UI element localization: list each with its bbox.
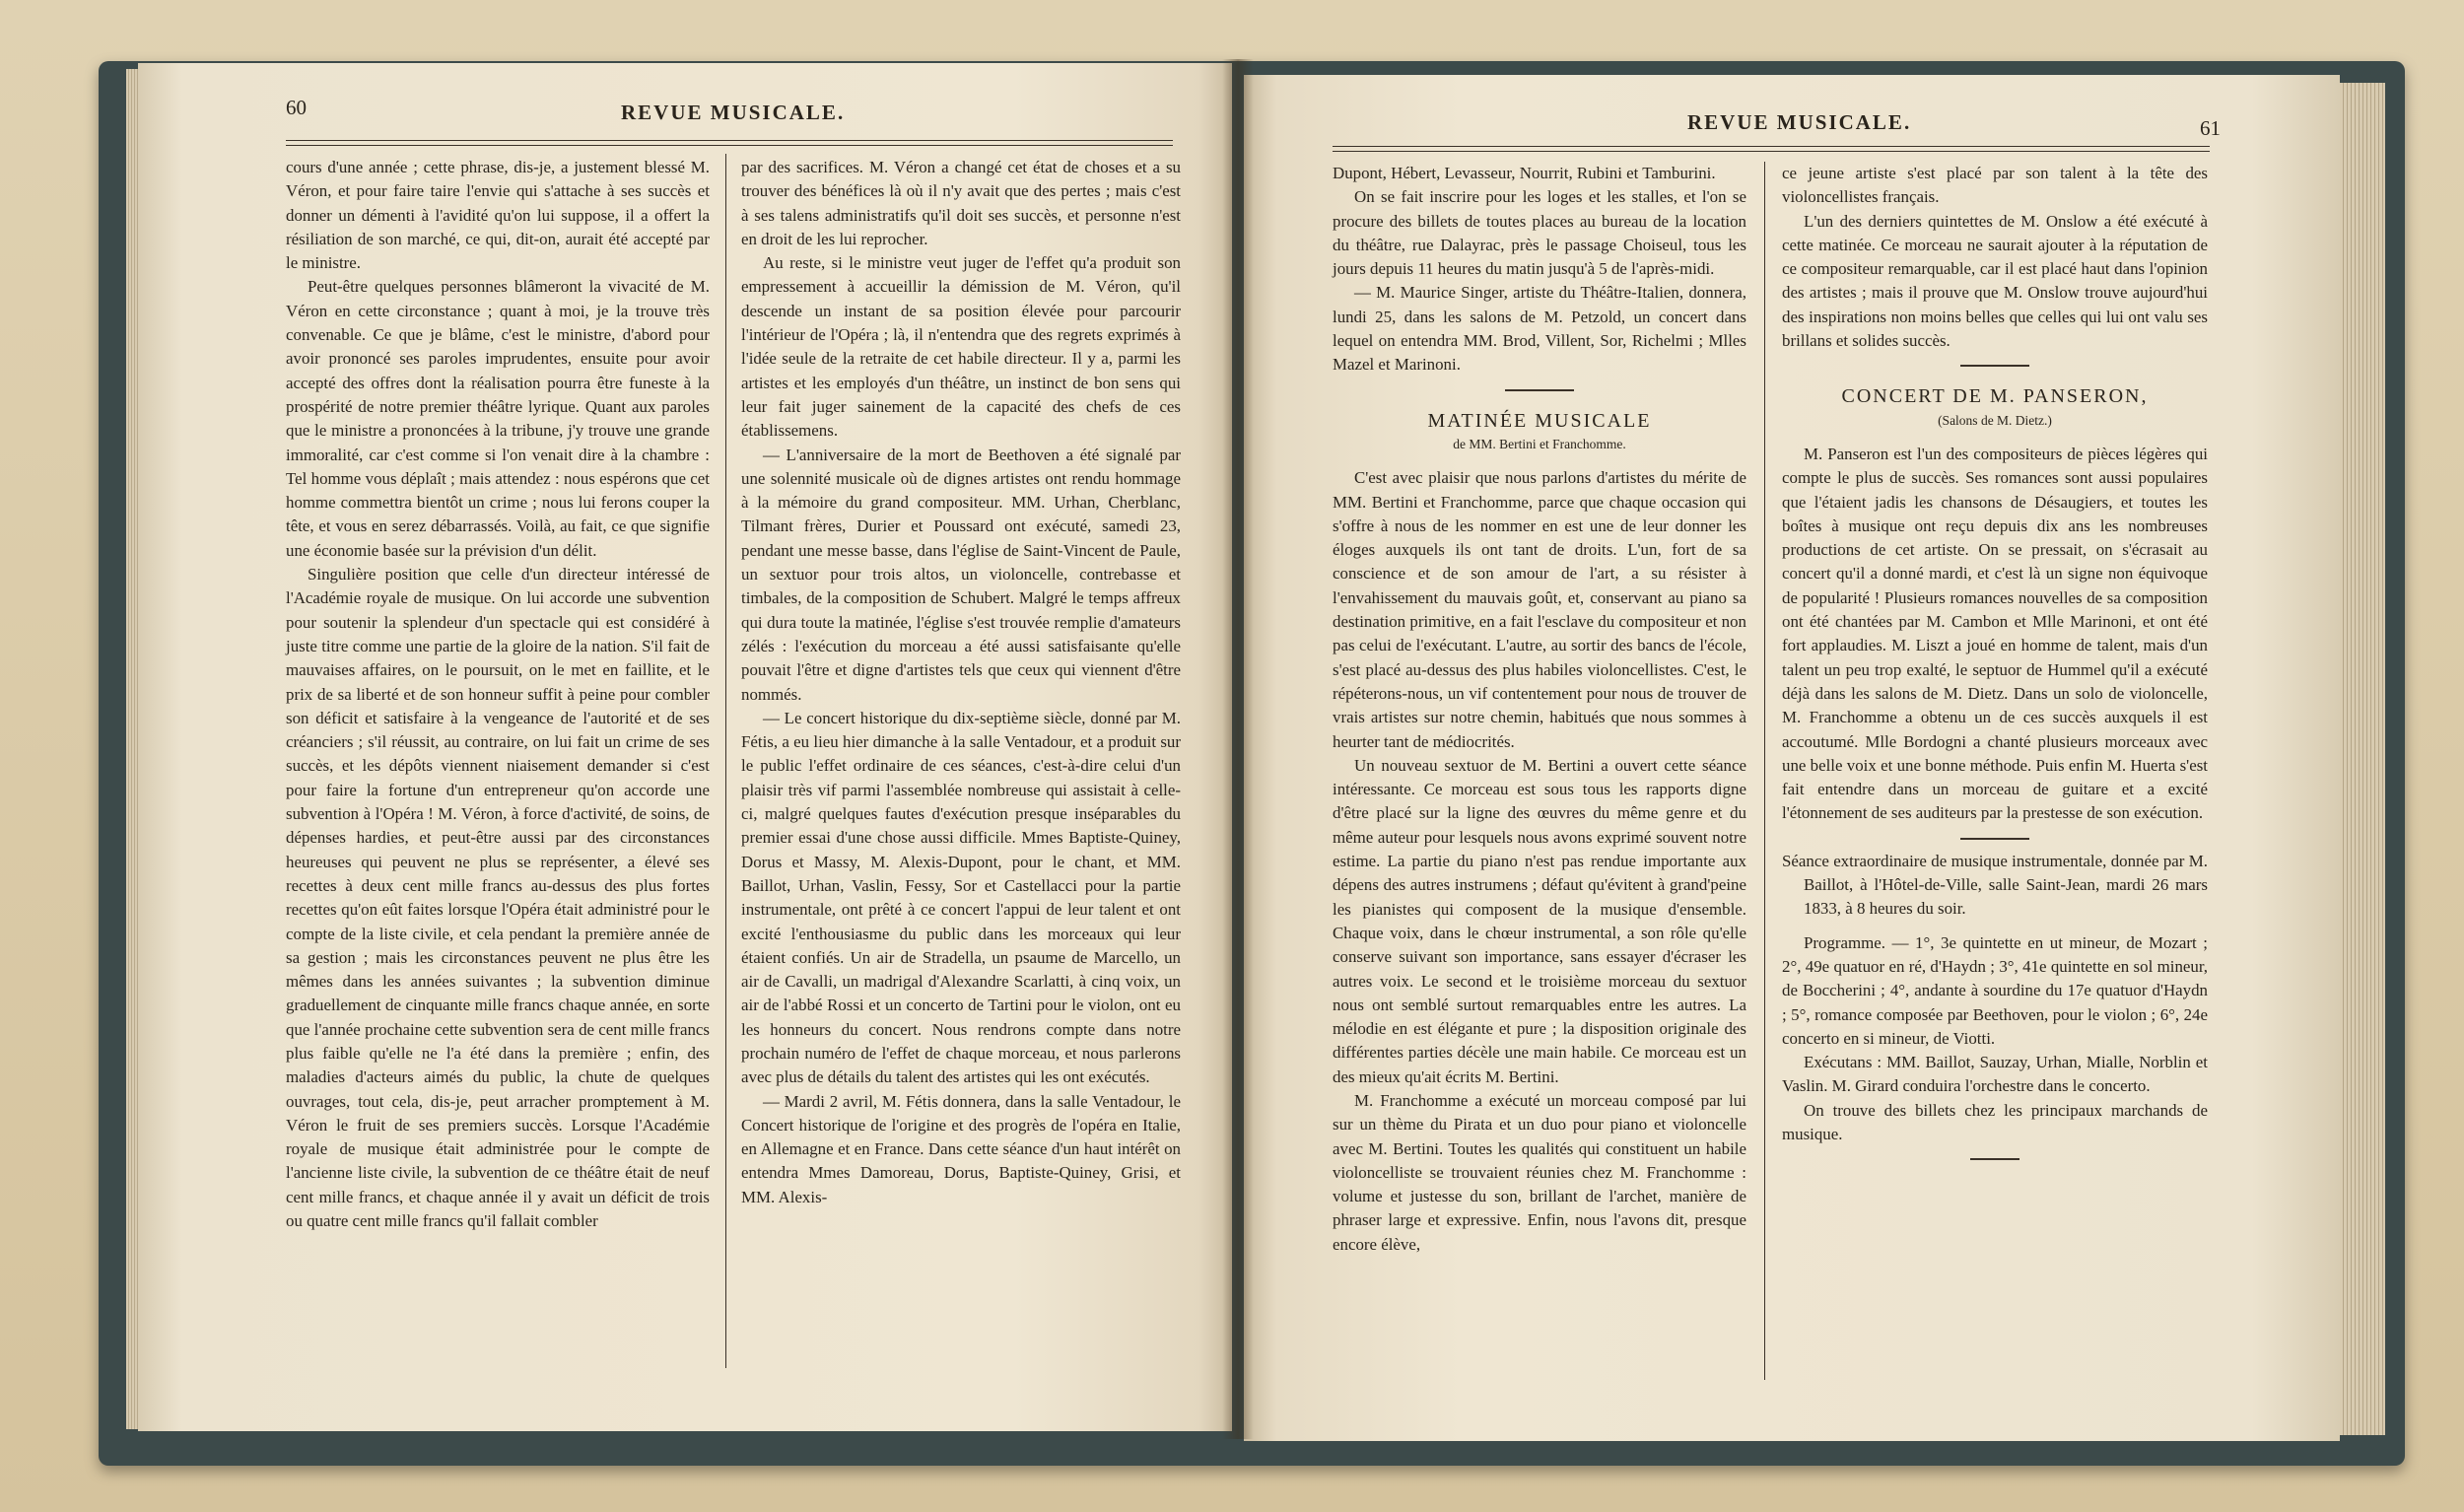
paragraph: On se fait inscrire pour les loges et les stalles, et l'on se procure des billets de toutes places au bureau de la location du théâtre, rue Dalayrac, près le passage Choiseul, tous les jours depuis 11 heures du matin jusqu'à 5 de l'après-midi.	[1333, 187, 1746, 279]
paragraph: M. Panseron est l'un des compositeurs de pièces légères qui compte le plus de succès. Ses romances sont aussi populaires que l'étaient jadis les chansons de Désaugiers, et toutes les boîtes à musique ont reçu depuis dix ans les nombreuses productions de cet artiste. On se pressait, on s'écrasait au concert qu'il a donné mardi, et c'est là un signe non équivoque de popularité ! Plusieurs romances nouvelles de sa composition ont été chantées par M. Cambon et Mlle Marinoni, et ont été fort applaudies. M. Liszt a joué en homme de talent, mais d'un talent un peu trop exalté, le septuor de Hummel qu'il a exécuté déjà dans les salons de M. Dietz. Dans un solo de violoncelle, M. Franchomme a obtenu un de ces succès auxquels il est accoutumé. Mlle Bordogni a chanté plusieurs morceaux avec une belle voix et une bonne méthode. Puis enfin M. Huerta s'est fait entendre dans un morceau de guitare et a excité l'étonnement de ses auditeurs par la prestesse de son exécution.	[1782, 444, 2208, 823]
paragraph: ce jeune artiste s'est placé par son talent à la tête des violoncellistes français.	[1782, 164, 2208, 207]
end-rule	[1970, 1158, 2019, 1160]
paragraph: M. Franchomme a exécuté un morceau composé par lui sur un thème du Pirata et un duo pour piano et violoncelle avec M. Bertini. Toutes les qualités qui constituent un habile violoncelliste se trouvaient réunies chez M. Franchomme : volume et justesse du son, brillant de l'archet, manière de phraser large et expressive. Enfin, nous l'avons dit, presque encore élève,	[1333, 1090, 1746, 1254]
page-number: 61	[2200, 116, 2221, 140]
paragraph: — Mardi 2 avril, M. Fétis donnera, dans la salle Ventadour, le Concert historique de l'origine et des progrès de l'opéra en Italie, en Allemagne et en France. Dans cette séance d'un haut intérêt on entendra Mmes Damoreau, Dorus, Baptiste-Quiney, Grisi, et MM. Alexis-	[741, 1091, 1181, 1206]
paragraph: C'est avec plaisir que nous parlons d'artistes du mérite de MM. Bertini et Franchomme, parce que chaque occasion qui s'offre à nous de les nommer en est une de leur donner les éloges auxquels ils ont tant de droits. L'un, fort de sa conscience et de son amour de l'art, a su résister à l'envahissement du mauvais goût, et, conservant au piano sa destination primitive, en a fait l'esclave du compositeur et non pas celui de l'exécutant. L'autre, au sortir des bancs de l'école, s'est placé au-dessus des plus habiles violoncellistes. C'est, le répéterons-nous, un vif contentement pour nous de trouver de vrais artistes sur notre chemin, habitués que nous sommes à heurter tant de médiocrités.	[1333, 468, 1746, 751]
paragraph: cours d'une année ; cette phrase, dis-je, a justement blessé M. Véron, et pour faire taire l'envie qui s'attache à ses succès et donner un démenti à l'avidité qu'on lui suppose, il a offert la résiliation de son marché, ce qui, dit-on, aurait été accepté par le ministre.	[286, 158, 710, 273]
seance-heading: Séance extraordinaire de musique instrumentale, donnée par M. Baillot, à l'Hôtel-de-Ville, salle Saint-Jean, mardi 26 mars 1833, à 8 heures du soir.	[1782, 851, 2208, 919]
section-rule	[1960, 365, 2029, 367]
left-column-1	[286, 156, 710, 1233]
header-rule	[286, 140, 1173, 146]
section-rule	[1960, 838, 2029, 840]
programme: Programme. — 1°, 3e quintette en ut mineur, de Mozart ; 2°, 49e quatuor en ré, d'Haydn ; 3°, 41e quintette en sol mineur, de Boccherini ; 4°, andante à sourdine du 17e quatuor d'Haydn ; 5°, romance composée par Beethoven, pour le violon ; 6°, 24e concerto en si mineur, de Viotti.	[1782, 932, 2208, 1048]
left-column-2	[741, 156, 1181, 1209]
section-heading: MATINÉE MUSICALE	[1427, 409, 1652, 432]
section-subheading: (Salons de M. Dietz.)	[1938, 412, 2052, 428]
paragraph: — L'anniversaire de la mort de Beethoven a été signalé par une solennité musicale où de dignes artistes ont rendu hommage à la mémoire du grand compositeur. MM. Urhan, Cherblanc, Tilmant frères, Durier et Poussard ont exécuté, samedi 23, pendant une messe basse, dans l'église de Saint-Vincent de Paule, un sextuor pour trois altos, un violoncelle, contrebasse et timbales, de la composition de Schubert. Malgré le temps affreux qui dura toute la matinée, l'église s'est trouvée remplie d'amateurs zélés : l'exécution du morceau a été aussi satisfaisante qu'elle pouvait l'être et digne d'artistes tels que ceux qui viennent d'être nommés.	[741, 445, 1181, 704]
paragraph: — Le concert historique du dix-septième siècle, donné par M. Fétis, a eu lieu hier dimanche à la salle Ventadour, et a produit sur le public l'effet ordinaire de ces séances, c'est-à-dire celui d'un plaisir très vif parmi l'assemblée nombreuse qui assistait à celle-ci, malgré quelques fautes d'exécution presque inséparables du premier essai d'une chose aussi difficile. Mmes Baptiste-Quiney, Dorus et Massy, M. Alexis-Dupont, pour le chant, et MM. Baillot, Urhan, Vaslin, Fessy, Sor et Castellacci pour la partie instrumentale, ont prêté à ce concert l'appui de leur talent et ont excité l'enthousiasme du public dans les morceaux qui leur étaient confiés. Un air de Stradella, un psaume de Marcello, un air de Cavalli, un madrigal d'Alexandre Scarlatti, à cinq voix, un air de l'abbé Rossi et un concerto de Tartini pour le violon, ont eu les honneurs du concert. Nous rendrons compte dans notre prochain numéro de l'effet de chaque morceau, et nous parlerons avec plus de détails du talent des artistes qui les ont exécutés.	[741, 708, 1181, 1087]
paragraph: par des sacrifices. M. Véron a changé cet état de choses et a su trouver des bénéfices là où il n'y avait que des pertes ; mais c'est à ses talens administratifs qu'il doit ses succès, et personne n'est en droit de les lui reprocher.	[741, 158, 1181, 248]
executants: Exécutans : MM. Baillot, Sauzay, Urhan, Mialle, Norblin et Vaslin. M. Girard conduira l'orchestre dans le concerto.	[1782, 1053, 2208, 1096]
right-column-1	[1333, 162, 1746, 1257]
paragraph: Au reste, si le ministre veut juger de l'effet qu'a produit son empressement à accueillir la démission de M. Véron, qu'il descende un instant de sa position élevée pour parcourir l'intérieur de l'Opéra ; là, il n'entendra que des regrets exprimés à l'idée seule de la retraite de cet habile directeur. Il y a, parmi les artistes et les employés d'un théâtre, un instinct de bon sens qui leur fait juger sainement de la capacité des chefs de ces établissemens.	[741, 253, 1181, 441]
section-subheading: de MM. Bertini et Franchomme.	[1453, 436, 1626, 451]
right-column-2	[1782, 162, 2208, 1170]
right-page	[1244, 75, 2340, 1441]
billets: On trouve des billets chez les principaux marchands de musique.	[1782, 1100, 2208, 1143]
paragraph: L'un des derniers quintettes de M. Onslow a été exécuté à cette matinée. Ce morceau ne saurait ajouter à la réputation de ce compositeur remarquable, car il est placé haut dans l'opinion des artistes ; mais il prouve que M. Onslow trouve aujourd'hui des inspirations non moins belles que celles qui lui ont valu ses brillans et solides succès.	[1782, 211, 2208, 351]
paragraph: Un nouveau sextuor de M. Bertini a ouvert cette séance intéressante. Ce morceau est sous tous les rapports digne d'être placé sur la ligne des œuvres du même genre et du même auteur pour lesquels nous avons exprimé souvent notre estime. La partie du piano n'est pas rendue importante aux dépens des autres instrumens ; défaut qu'évitent à grand'peine les pianistes qui composent de la musique d'ensemble. Chaque voix, dans le chœur instrumental, a son rôle qu'elle conserve suivant son importance, sans essayer d'écraser les autres voix. Le second et le troisième morceau du sextuor nous ont semblé surtout remarquables entre les autres. La mélodie en est élégante et pure ; la disposition originale des différentes parties décèle une main habile. Ce morceau est un des mieux qu'ait écrits M. Bertini.	[1333, 755, 1746, 1086]
column-rule	[725, 154, 726, 1368]
section-heading: CONCERT DE M. PANSERON,	[1841, 385, 2149, 408]
section-rule	[1505, 389, 1574, 391]
running-head: REVUE MUSICALE.	[621, 101, 846, 124]
paragraph: Singulière position que celle d'un directeur intéressé de l'Académie royale de musique. On lui accorde une subvention pour soutenir la splendeur d'un spectacle qui est considéré à juste titre comme une partie de la gloire de la nation. S'il fait de mauvaises affaires, on le poursuit, on le met en faillite, et le prix de sa liberté et de son honneur suffit à peine pour combler son déficit et satisfaire à la vengeance de l'autorité et de ses créanciers ; s'il réussit, au contraire, on lui fait un crime de ses succès, et les dépôts viennent niaisement demander si c'est pour faire la fortune d'un entrepreneur qu'on accorde une subvention à l'Opéra ! M. Véron, à force d'activité, de soins, de dépenses hardies, et peut-être aussi par des circonstances heureuses qui peuvent ne plus se représenter, a élevé ses recettes à deux cent mille francs au-dessus des plus fortes recettes qu'on eût faites lorsque l'Opéra était administré pour le compte de la liste civile, et cela pendant la première année de sa gestion ; mais les circonstances peuvent ne plus être les mêmes dans les années suivantes ; la subvention diminue graduellement de cinquante mille francs chaque année, en sorte que l'année prochaine cette subvention sera de cent mille francs plus faible qu'elle ne l'a été dans la première ; enfin, des maladies d'acteurs aimés du public, la chute de quelques ouvrages, tout cela, dis-je, peut arracher promptement à M. Véron le fruit de ses premiers succès. Lorsque l'Académie royale de musique était administrée pour le compte de l'ancienne liste civile, la subvention de ce théâtre était de neuf cent mille francs, et chaque année il y avait un déficit de trois ou quatre cent mille francs qu'il fallait combler	[286, 565, 710, 1231]
book-gutter	[1222, 59, 1254, 1439]
paragraph: Dupont, Hébert, Levasseur, Nourrit, Rubini et Tamburini.	[1333, 164, 1716, 182]
paragraph: Peut-être quelques personnes blâmeront la vivacité de M. Véron en cette circonstance ; quant à moi, je la trouve très convenable. Ce que je blâme, c'est le ministre, d'abord pour avoir prononcé ses paroles imprudentes, ensuite pour avoir accepté des offres dont la réalisation pourra être funeste à la prospérité de notre premier théâtre lyrique. Quant aux paroles que le ministre a prononcées à la tribune, j'y trouve une grande immoralité, car c'est comme si l'on venait dire à la chambre : Tel homme vous déplaît ; mais attendez : nous espérons que cet homme commettra bientôt un crime ; nous lui ferons couper la tête, et vous en serez débarrassés. Voilà, au fait, ce que signifie une économie basée sur la prévision d'un délit.	[286, 277, 710, 560]
header-rule	[1333, 146, 2210, 152]
left-page	[138, 63, 1232, 1431]
column-rule	[1764, 162, 1765, 1380]
running-head: REVUE MUSICALE.	[1687, 110, 1912, 134]
page-number: 60	[286, 96, 307, 119]
page-edges-right	[2336, 83, 2385, 1435]
paragraph: — M. Maurice Singer, artiste du Théâtre-Italien, donnera, lundi 25, dans les salons de M. Petzold, un concert dans lequel on entendra MM. Brod, Villent, Sor, Richelmi ; Mlles Mazel et Marinoni.	[1333, 283, 1746, 375]
